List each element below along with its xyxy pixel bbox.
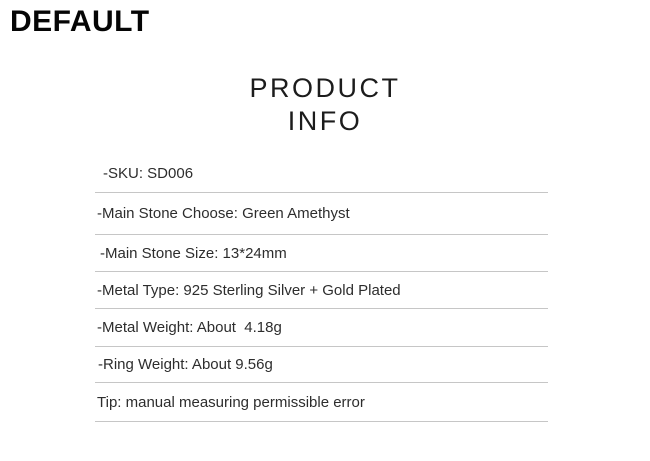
spec-row-metal-weight: -Metal Weight: About 4.18g — [95, 309, 548, 347]
product-info-heading-line2: INFO — [287, 106, 363, 136]
spec-row-sku: -SKU: SD006 — [95, 154, 548, 193]
variant-title: DEFAULT — [10, 5, 150, 38]
spec-row-tip: Tip: manual measuring permissible error — [95, 383, 548, 422]
product-info-heading-line1: PRODUCT — [249, 73, 401, 103]
product-info-heading — [0, 72, 650, 138]
spec-row-metal-type: -Metal Type: 925 Sterling Silver + Gold Plated — [95, 272, 548, 309]
spec-row-ring-weight: -Ring Weight: About 9.56g — [95, 347, 548, 383]
spec-list — [95, 154, 548, 422]
spec-row-main-stone-size: -Main Stone Size: 13*24mm — [95, 235, 548, 272]
spec-row-main-stone-choose: -Main Stone Choose: Green Amethyst — [95, 193, 548, 235]
